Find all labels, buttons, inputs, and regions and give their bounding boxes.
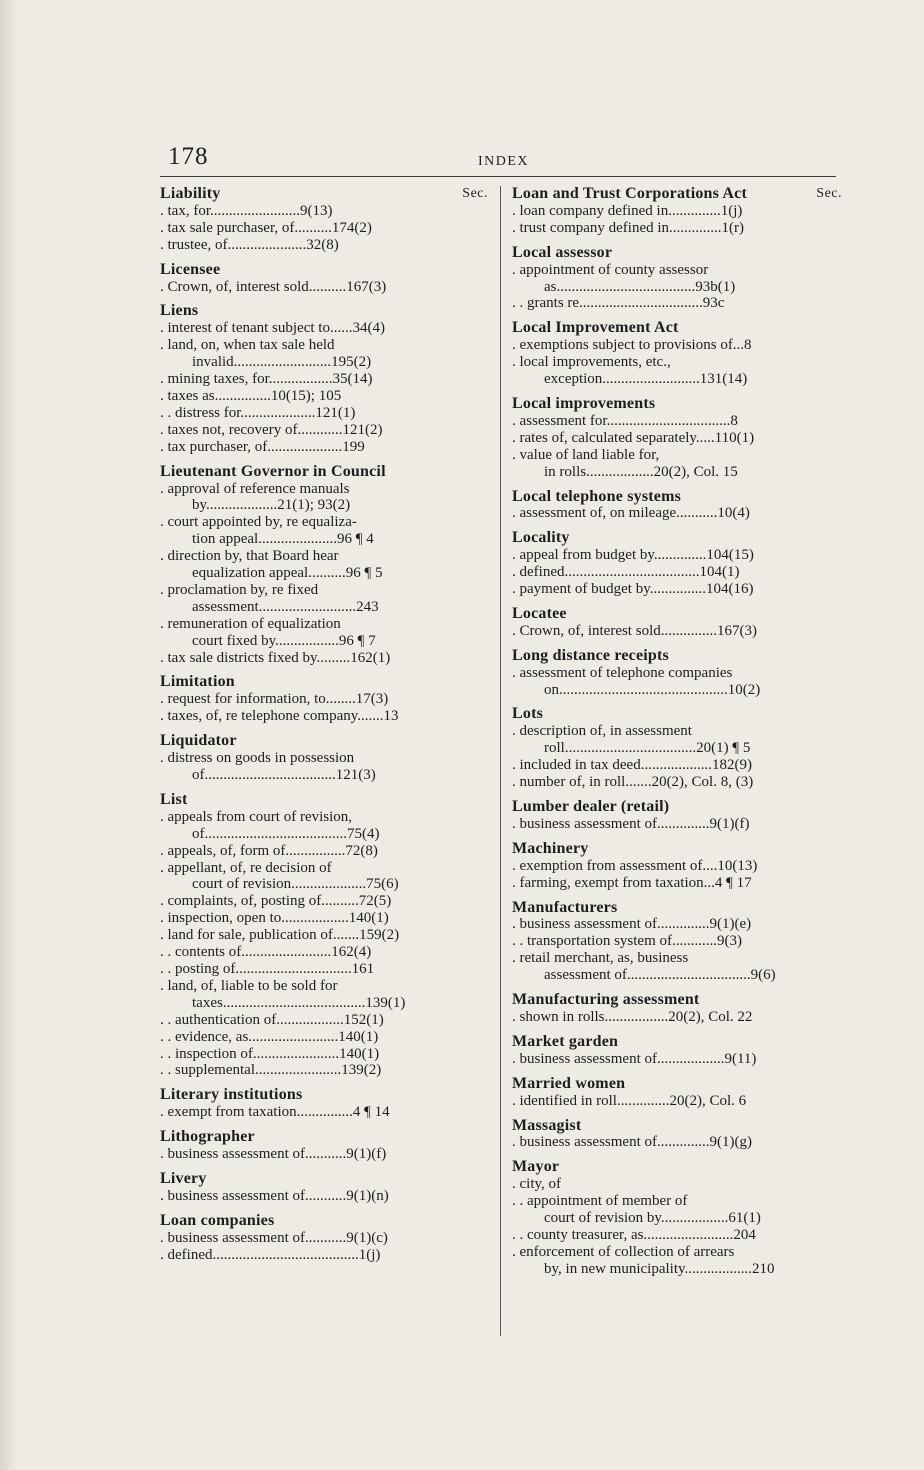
- index-heading: [160, 1087, 488, 1104]
- index-entry: of...................................121(3): [192, 767, 376, 783]
- index-heading-text: Local assessor: [512, 243, 613, 261]
- index-heading-text: Mayor: [512, 1158, 560, 1176]
- index-heading: [160, 792, 488, 809]
- index-heading: [512, 900, 842, 917]
- index-entry: . taxes not, recovery of............121(2): [160, 421, 383, 438]
- index-entry: . business assessment of..............9(1)(f): [512, 815, 750, 832]
- index-heading-text: Machinery: [512, 839, 589, 857]
- index-heading-text: Licensee: [160, 260, 221, 278]
- index-entry: . land, of, liable to be sold for: [160, 977, 338, 994]
- sec-label: Sec.: [816, 186, 842, 201]
- index-entry: equalization appeal..........96 ¶ 5: [192, 565, 383, 582]
- index-entry: . value of land liable for,: [512, 446, 660, 463]
- index-heading-text: Loan and Trust Corporations Act: [512, 185, 747, 202]
- index-heading-text: Lithographer: [160, 1128, 255, 1146]
- index-entry: . rates of, calculated separately.....110(1): [512, 429, 755, 446]
- index-entry: . description of, in assessment: [512, 723, 692, 740]
- index-entry: court of revision by..................61(1): [544, 1210, 761, 1227]
- index-entry: . . appointment of member of: [512, 1193, 688, 1210]
- index-heading: [160, 1213, 488, 1230]
- index-entry: . . county treasurer, as........................204: [512, 1226, 756, 1243]
- index-heading-text: Local telephone systems: [512, 487, 682, 505]
- index-entry: . farming, exempt from taxation...4 ¶ 17: [512, 874, 752, 891]
- index-entry: by...................21(1); 93(2): [192, 497, 351, 514]
- index-heading-text: Liens: [160, 302, 199, 320]
- column-divider: [500, 186, 501, 1336]
- index-heading: [160, 464, 488, 481]
- index-heading: [512, 1076, 842, 1093]
- index-heading: [160, 733, 488, 750]
- index-entry: assessment of.................................9(6): [544, 967, 776, 984]
- index-entry: . . evidence, as........................140(1): [160, 1028, 379, 1045]
- index-entry: . business assessment of...........9(1)(n): [160, 1187, 389, 1204]
- header-rule: [160, 176, 836, 177]
- index-entry: taxes......................................139(1): [192, 994, 406, 1011]
- index-entry: . mining taxes, for.................35(14): [160, 371, 373, 388]
- index-entry: . direction by, that Board hear: [160, 548, 339, 565]
- index-entry: . assessment of telephone companies: [512, 664, 733, 681]
- index-entry: . request for information, to........17(3): [160, 691, 389, 708]
- index-heading: [512, 245, 842, 262]
- index-entry: . assessment of, on mileage...........10(4): [512, 505, 750, 522]
- index-entry: invalid..........................195(2): [192, 354, 372, 371]
- index-entry: . retail merchant, as, business: [512, 950, 689, 967]
- index-entry: . trustee, of.....................32(8): [160, 236, 339, 253]
- index-heading-text: Manufacturing assessment: [512, 991, 700, 1009]
- index-heading: [512, 992, 842, 1009]
- index-entry: . . supplemental.......................139(2): [160, 1062, 382, 1079]
- index-entry: . . contents of........................162(4): [160, 944, 372, 961]
- index-heading: [160, 674, 488, 691]
- index-entry: . local improvements, etc.,: [512, 354, 671, 371]
- index-entry: . Crown, of, interest sold...............167(3): [512, 622, 757, 639]
- index-entry: . . transportation system of............9(3): [512, 933, 742, 950]
- index-heading: [160, 186, 488, 203]
- index-entry: . . distress for....................121(1): [160, 404, 356, 421]
- index-heading-text: List: [160, 790, 188, 808]
- index-entry: exception..........................131(14): [544, 371, 748, 388]
- index-heading: [160, 1171, 488, 1188]
- index-heading-text: Literary institutions: [160, 1086, 303, 1104]
- index-entry: . court appointed by, re equaliza-: [160, 514, 357, 531]
- sec-label: Sec.: [462, 186, 488, 201]
- index-entry: . tax sale districts fixed by.........162(1): [160, 649, 391, 666]
- index-entry: . proclamation by, re fixed: [160, 581, 319, 598]
- index-entry: . defined....................................104(1): [512, 564, 740, 581]
- index-heading-text: Market garden: [512, 1032, 619, 1050]
- index-entry: . appeals, of, form of................72(8): [160, 842, 378, 859]
- index-heading: [160, 303, 488, 320]
- index-heading: [512, 530, 842, 547]
- index-entry: . business assessment of..............9(1)(g): [512, 1134, 752, 1151]
- index-heading: [512, 186, 842, 203]
- index-entry: . business assessment of...........9(1)(c): [160, 1229, 388, 1246]
- index-entry: . payment of budget by...............104(16): [512, 581, 754, 598]
- index-entry: . . grants re.................................93c: [512, 295, 725, 312]
- index-entry: . exemptions subject to provisions of...8: [512, 337, 752, 354]
- index-heading: [512, 1034, 842, 1051]
- index-entry: . city, of: [512, 1176, 562, 1193]
- index-entry: . tax, for........................9(13): [160, 202, 333, 219]
- index-entry: . identified in roll..............20(2), Col. 6: [512, 1092, 747, 1109]
- index-entry: . appointment of county assessor: [512, 261, 709, 278]
- index-heading-text: Locatee: [512, 604, 567, 622]
- index-entry: roll...................................20(1) ¶ 5: [544, 740, 751, 757]
- index-entry: . land, on, when tax sale held: [160, 337, 335, 354]
- index-heading-text: Locality: [512, 529, 570, 547]
- index-column-left: [160, 186, 488, 1263]
- index-entry: . appeals from court of revision,: [160, 808, 353, 825]
- index-heading: [512, 841, 842, 858]
- index-entry: in rolls..................20(2), Col. 15: [544, 463, 738, 480]
- index-entry: of......................................75(4): [192, 825, 380, 842]
- index-column-right: [512, 186, 842, 1278]
- index-entry: . exemption from assessment of....10(13): [512, 857, 758, 874]
- index-heading: [512, 396, 842, 413]
- index-entry: . appeal from budget by..............104(15): [512, 547, 754, 564]
- index-entry: . . inspection of.......................140(1): [160, 1045, 380, 1062]
- index-entry: . business assessment of...........9(1)(f): [160, 1146, 387, 1163]
- index-heading: [160, 262, 488, 279]
- index-entry: . business assessment of..................9(11): [512, 1050, 757, 1067]
- index-entry: tion appeal.....................96 ¶ 4: [192, 531, 374, 548]
- index-heading: [512, 706, 842, 723]
- index-entry: . inspection, open to..................140(1): [160, 910, 389, 927]
- index-entry: . . authentication of..................152(1): [160, 1011, 384, 1028]
- index-heading: [512, 648, 842, 665]
- index-entry: court fixed by.................96 ¶ 7: [192, 632, 376, 649]
- index-entry: by, in new municipality..................210: [544, 1260, 775, 1277]
- index-heading: [160, 1129, 488, 1146]
- index-heading: [512, 1118, 842, 1135]
- index-heading-text: Massagist: [512, 1116, 582, 1134]
- index-heading-text: Lumber dealer (retail): [512, 798, 670, 815]
- page-number: 178: [168, 143, 209, 170]
- index-entry: . taxes, of, re telephone company.......13: [160, 708, 399, 725]
- running-head: INDEX: [478, 154, 530, 169]
- index-entry: . loan company defined in..............1(j): [512, 202, 743, 219]
- index-heading: [512, 489, 842, 506]
- index-entry: . included in tax deed...................182(9): [512, 757, 752, 774]
- index-heading-text: Loan companies: [160, 1211, 275, 1229]
- page-edge: [0, 0, 18, 1470]
- index-entry: . complaints, of, posting of..........72(5): [160, 893, 392, 910]
- index-entry: . business assessment of..............9(1)(e): [512, 916, 752, 933]
- index-entry: . defined.......................................1(j): [160, 1246, 381, 1263]
- index-entry: . interest of tenant subject to......34(4): [160, 320, 385, 337]
- index-heading-text: Manufacturers: [512, 898, 618, 916]
- index-entry: . trust company defined in..............1(r): [512, 219, 745, 236]
- index-heading-text: Long distance receipts: [512, 646, 669, 664]
- index-entry: as.....................................93b(1): [544, 278, 736, 295]
- index-entry: . approval of reference manuals: [160, 480, 350, 497]
- index-entry: . remuneration of equalization: [160, 615, 341, 632]
- index-entry: . appellant, of, re decision of: [160, 859, 332, 876]
- index-heading-text: Lieutenant Governor in Council: [160, 462, 386, 480]
- index-entry: . taxes as...............10(15); 105: [160, 387, 342, 404]
- index-entry: . tax sale purchaser, of..........174(2): [160, 219, 372, 236]
- index-heading-text: Lots: [512, 705, 544, 723]
- index-heading-text: Local improvements: [512, 394, 656, 412]
- index-heading: [512, 799, 842, 816]
- index-heading-text: Local Improvement Act: [512, 319, 679, 337]
- index-entry: . land for sale, publication of.......159(2): [160, 927, 400, 944]
- index-entry: . tax purchaser, of....................199: [160, 438, 365, 455]
- index-entry: . number of, in roll.......20(2), Col. 8, (3): [512, 774, 754, 791]
- index-heading-text: Liability: [160, 185, 221, 202]
- index-heading: [512, 606, 842, 623]
- index-heading: [512, 320, 842, 337]
- index-heading: [512, 1159, 842, 1176]
- index-entry: on.............................................10(2): [544, 681, 761, 698]
- index-heading-text: Limitation: [160, 673, 235, 691]
- index-heading-text: Liquidator: [160, 732, 237, 750]
- index-entry: . assessment for.................................8: [512, 412, 738, 429]
- index-heading-text: Livery: [160, 1169, 207, 1187]
- index-heading-text: Married women: [512, 1074, 626, 1092]
- index-entry: . exempt from taxation...............4 ¶ 14: [160, 1104, 390, 1121]
- index-entry: . . posting of...............................161: [160, 960, 375, 977]
- index-entry: assessment..........................243: [192, 598, 379, 615]
- index-entry: court of revision....................75(6): [192, 876, 399, 893]
- index-entry: . enforcement of collection of arrears: [512, 1243, 735, 1260]
- index-entry: . distress on goods in possession: [160, 750, 355, 767]
- index-entry: . Crown, of, interest sold..........167(3): [160, 278, 387, 295]
- index-entry: . shown in rolls.................20(2), Col. 22: [512, 1008, 753, 1025]
